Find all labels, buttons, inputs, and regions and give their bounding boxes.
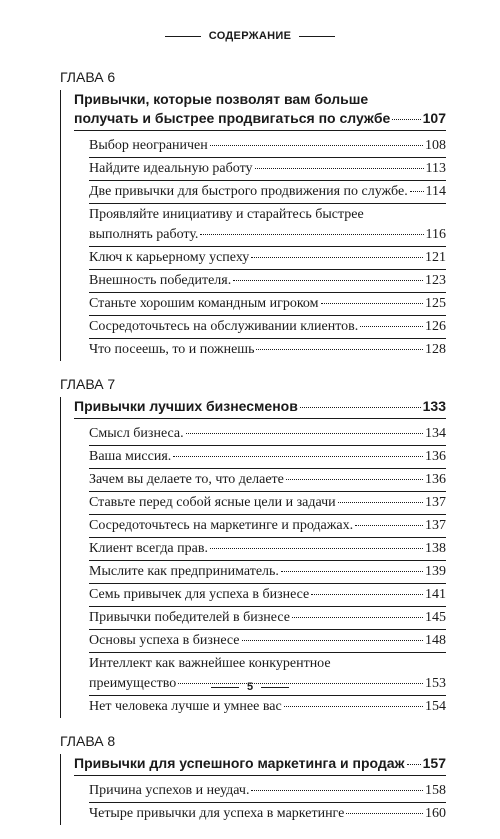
dot-leader xyxy=(355,525,423,526)
page-ref: 123 xyxy=(425,273,446,288)
page-ref: 158 xyxy=(425,783,446,798)
dot-leader xyxy=(256,349,423,350)
dot-leader xyxy=(410,191,424,192)
page-ref: 138 xyxy=(425,541,446,556)
chapter-label: ГЛАВА 7 xyxy=(60,376,116,392)
dot-leader xyxy=(210,548,423,549)
page-ref: 137 xyxy=(425,518,446,533)
page-footer xyxy=(0,681,500,693)
toc-entry-text: Внешность победителя. xyxy=(89,273,232,288)
toc-entry[interactable] xyxy=(89,515,446,538)
footer-rule-left xyxy=(211,687,239,688)
toc-entry-text: Две привычки для быстрого продвижения по службе. xyxy=(89,184,408,199)
toc-entry-line xyxy=(89,294,446,314)
chapter-title-text: Привычки для успешного маркетинга и продаж xyxy=(74,755,405,771)
toc-entry-text: Семь привычек для успеха в бизнесе xyxy=(89,587,310,602)
toc-entry-text: Нет человека лучше и умнее вас xyxy=(89,699,282,714)
toc-entry-line xyxy=(89,697,446,717)
toc-entry-line xyxy=(89,159,446,179)
toc-entry-text: Основы успеха в бизнесе xyxy=(89,633,240,648)
toc-entry-line xyxy=(89,317,446,337)
dot-leader xyxy=(242,640,423,641)
toc-entry-text: Четыре привычки для успеха в маркетинге xyxy=(89,806,345,821)
page-title: СОДЕРЖАНИЕ xyxy=(208,30,292,42)
dot-leader xyxy=(407,764,421,765)
chapter-label: ГЛАВА 8 xyxy=(60,733,116,749)
toc-entry-text: Выбор неограничен xyxy=(89,138,208,153)
page-header xyxy=(0,30,500,42)
page-ref: 133 xyxy=(422,398,446,414)
chapter-block xyxy=(60,68,446,361)
page-ref: 145 xyxy=(425,610,446,625)
dot-leader xyxy=(360,326,423,327)
toc-entry-line: Интеллект как важнейшее конкурентное xyxy=(89,656,331,671)
toc-entry-text: Сосредоточьтесь на обслуживании клиентов. xyxy=(89,319,359,334)
toc-entry-text: Станьте хорошим командным игроком xyxy=(89,296,319,311)
dot-leader xyxy=(321,303,423,304)
page-ref: 154 xyxy=(425,699,446,714)
toc-entry-line xyxy=(89,804,446,824)
toc-entry-line xyxy=(89,585,446,605)
header-rule-left xyxy=(165,36,201,37)
toc-entry[interactable] xyxy=(89,158,446,181)
toc-entry-line xyxy=(89,781,446,801)
toc-entry[interactable] xyxy=(89,204,446,247)
chapter-title-entry[interactable] xyxy=(74,90,446,131)
chapter-title-text: получать и быстрее продвигаться по службе xyxy=(74,110,391,126)
toc-entry[interactable] xyxy=(89,584,446,607)
toc-entry[interactable] xyxy=(89,446,446,469)
toc-entry-text: Ваша миссия. xyxy=(89,449,172,464)
chapter-section xyxy=(60,397,446,718)
toc-entry[interactable] xyxy=(89,803,446,825)
page-ref: 125 xyxy=(425,296,446,311)
toc-entry[interactable] xyxy=(89,181,446,204)
page-ref: 141 xyxy=(425,587,446,602)
toc-entry-text: Ставьте перед собой ясные цели и задачи xyxy=(89,495,336,510)
toc-entry-text: Сосредоточьтесь на маркетинге и продажах. xyxy=(89,518,354,533)
toc-entry[interactable] xyxy=(89,135,446,158)
entry-list xyxy=(74,135,446,361)
dot-leader xyxy=(173,456,423,457)
toc-entry-line xyxy=(89,470,446,490)
chapter-title-line xyxy=(74,109,446,128)
dot-leader xyxy=(251,790,423,791)
toc-entry[interactable] xyxy=(89,630,446,653)
chapter-title-line: Привычки, которые позволят вам больше xyxy=(74,91,369,107)
toc-entry-text: Ключ к карьерному успеху xyxy=(89,250,250,265)
dot-leader xyxy=(210,145,423,146)
toc-entry-line xyxy=(89,493,446,513)
toc-entry-line xyxy=(89,516,446,536)
toc-entry-line xyxy=(89,136,446,156)
toc-entry-text: Клиент всегда прав. xyxy=(89,541,208,556)
toc-entry-text: преимущество xyxy=(89,676,177,691)
dot-leader xyxy=(286,479,423,480)
toc-entry-line xyxy=(89,608,446,628)
toc-entry-line xyxy=(89,248,446,268)
toc-entry-line xyxy=(89,225,446,245)
dot-leader xyxy=(255,168,424,169)
toc-entry-text: Найдите идеальную работу xyxy=(89,161,253,176)
page-ref: 108 xyxy=(425,138,446,153)
dot-leader xyxy=(300,407,421,408)
toc-entry-line xyxy=(89,340,446,360)
page-ref: 148 xyxy=(425,633,446,648)
dot-leader xyxy=(233,280,423,281)
dot-leader xyxy=(251,257,423,258)
dot-leader xyxy=(311,594,423,595)
page-ref: 157 xyxy=(422,755,446,771)
page-ref: 136 xyxy=(425,449,446,464)
chapter-title-entry[interactable] xyxy=(74,397,446,419)
page-ref: 160 xyxy=(425,806,446,821)
toc-entry[interactable] xyxy=(89,247,446,270)
toc-entry-line xyxy=(89,182,446,202)
page-ref: 107 xyxy=(422,110,446,126)
toc-entry[interactable] xyxy=(89,339,446,361)
page-number: 5 xyxy=(246,681,254,693)
dot-leader xyxy=(392,119,420,120)
page-ref: 137 xyxy=(425,495,446,510)
toc-entry-line xyxy=(89,631,446,651)
toc-entry[interactable] xyxy=(89,607,446,630)
toc-entry[interactable] xyxy=(89,538,446,561)
toc-entry[interactable] xyxy=(89,469,446,492)
toc-entry-text: Смысл бизнеса. xyxy=(89,426,184,441)
toc-entry-line: Проявляйте инициативу и старайтесь быстрее xyxy=(89,207,364,222)
dot-leader xyxy=(284,706,423,707)
chapter-section xyxy=(60,90,446,361)
page-ref: 128 xyxy=(425,342,446,357)
chapter-section xyxy=(60,754,446,825)
toc-entry[interactable] xyxy=(89,561,446,584)
toc-entry-line xyxy=(89,562,446,582)
toc-entry[interactable] xyxy=(89,780,446,803)
table-of-contents xyxy=(60,68,446,839)
dot-leader xyxy=(200,234,423,235)
entry-list xyxy=(74,780,446,825)
toc-entry[interactable] xyxy=(89,423,446,446)
toc-entry-text: выполнять работу. xyxy=(89,227,199,242)
toc-entry-text: Причина успехов и неудач. xyxy=(89,783,250,798)
page-ref: 113 xyxy=(425,161,446,176)
chapter-block xyxy=(60,732,446,825)
toc-entry-line xyxy=(89,424,446,444)
toc-entry[interactable] xyxy=(89,270,446,293)
page-ref: 136 xyxy=(425,472,446,487)
page-ref: 121 xyxy=(425,250,446,265)
page-ref: 126 xyxy=(425,319,446,334)
chapter-title-line xyxy=(74,754,446,773)
chapter-label: ГЛАВА 6 xyxy=(60,69,116,85)
page-ref: 116 xyxy=(425,227,446,242)
toc-entry-line xyxy=(89,447,446,467)
page-ref: 139 xyxy=(425,564,446,579)
toc-entry-line xyxy=(89,539,446,559)
dot-leader xyxy=(292,617,423,618)
toc-entry[interactable] xyxy=(89,316,446,339)
toc-entry-text: Мыслите как предприниматель. xyxy=(89,564,279,579)
toc-entry-text: Привычки победителей в бизнесе xyxy=(89,610,290,625)
page-ref: 153 xyxy=(425,676,446,691)
toc-entry-text: Что посеешь, то и пожнешь xyxy=(89,342,255,357)
entry-list xyxy=(74,423,446,718)
footer-rule-right xyxy=(261,687,289,688)
toc-entry-text: Зачем вы делаете то, что делаете xyxy=(89,472,284,487)
chapter-title-entry[interactable] xyxy=(74,754,446,776)
page-ref: 134 xyxy=(425,426,446,441)
dot-leader xyxy=(281,571,423,572)
toc-entry[interactable] xyxy=(89,293,446,316)
header-rule-right xyxy=(299,36,335,37)
chapter-title-text: Привычки лучших бизнесменов xyxy=(74,398,298,414)
dot-leader xyxy=(338,502,423,503)
page-ref: 114 xyxy=(425,184,446,199)
chapter-block xyxy=(60,375,446,718)
toc-entry[interactable] xyxy=(89,492,446,515)
chapter-title-line xyxy=(74,397,446,416)
dot-leader xyxy=(346,813,423,814)
toc-entry-line xyxy=(89,271,446,291)
dot-leader xyxy=(186,433,423,434)
